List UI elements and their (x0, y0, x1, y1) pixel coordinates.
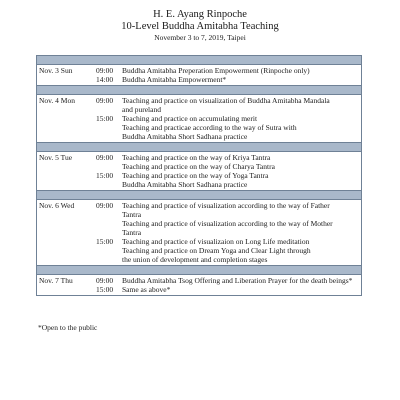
event-dates: November 3 to 7, 2019, Taipei (154, 33, 246, 42)
teaching-title: 10-Level Buddha Amitabha Teaching (121, 21, 279, 32)
session-time: 09:00 (96, 66, 114, 75)
day-body (37, 152, 361, 190)
session-text: Tantra (122, 210, 142, 219)
session-text: Buddha Amitabha Tsog Offering and Liberation Prayer for the death beings* (122, 276, 353, 285)
session-time (96, 123, 122, 132)
session-text: Teaching and practice on visualization of Buddha Amitabha Mandala (122, 96, 330, 105)
session-time: 15:00 (96, 114, 114, 123)
day-label: Nov. 6 Wed (39, 201, 75, 210)
day-separator-band (37, 56, 361, 65)
day-body (37, 275, 361, 295)
session-time: 14:00 (96, 75, 114, 84)
session-line (96, 228, 361, 237)
session-time (96, 162, 122, 171)
day-label: Nov. 3 Sun (39, 66, 73, 75)
day-label: Nov. 4 Mon (39, 96, 75, 105)
session-line (96, 96, 361, 105)
session-text: and pureland (122, 105, 161, 114)
session-line (96, 210, 361, 219)
schedule-day (37, 85, 361, 142)
session-time: 09:00 (96, 276, 114, 285)
session-line (96, 132, 361, 141)
session-line (96, 276, 361, 285)
session-line (96, 105, 361, 114)
document-header (0, 9, 400, 43)
day-sessions (96, 152, 361, 190)
session-line (96, 219, 361, 228)
session-time: 15:00 (96, 237, 114, 246)
session-line (96, 180, 361, 189)
session-text: Teaching and practice of visualization according to the way of Mother (122, 219, 333, 228)
day-sessions (96, 95, 361, 142)
session-time: 09:00 (96, 153, 114, 162)
day-body (37, 65, 361, 85)
day-separator-band (37, 143, 361, 152)
schedule-day (37, 56, 361, 85)
session-text: Teaching and practice on the way of Charya Tantra (122, 162, 275, 171)
session-text: Buddha Amitabha Preperation Empowerment (Rinpoche only) (122, 66, 310, 75)
session-time (96, 132, 122, 141)
session-line (96, 255, 361, 264)
session-line (96, 153, 361, 162)
session-line (96, 285, 361, 294)
session-text: Teaching and practice on accumulating merit (122, 114, 258, 123)
session-line (96, 114, 361, 123)
session-time (96, 210, 122, 219)
session-line (96, 246, 361, 255)
session-time (96, 219, 122, 228)
session-text: Same as above* (122, 285, 171, 294)
session-time: 15:00 (96, 285, 114, 294)
session-line (96, 162, 361, 171)
day-sessions (96, 200, 361, 265)
session-text: Buddha Amitabha Empowerment* (122, 75, 227, 84)
session-text: Teaching and practice on the way of Kriya Tantra (122, 153, 271, 162)
session-text: Tantra (122, 228, 142, 237)
day-sessions (96, 65, 361, 85)
session-line (96, 171, 361, 180)
session-line (96, 201, 361, 210)
day-body (37, 200, 361, 265)
session-text: Teaching and practice on Dream Yoga and Clear Light through (122, 246, 311, 255)
day-separator-band (37, 266, 361, 275)
session-time: 15:00 (96, 171, 114, 180)
session-text: Teaching and practice of visualizaion on Long Life meditation (122, 237, 310, 246)
footnote: *Open to the public (38, 323, 98, 332)
day-sessions (96, 275, 361, 295)
session-text: Teaching and practice on the way of Yoga Tantra (122, 171, 269, 180)
schedule-day (37, 265, 361, 295)
teacher-name: H. E. Ayang Rinpoche (153, 9, 247, 20)
day-label: Nov. 7 Thu (39, 276, 73, 285)
session-line (96, 123, 361, 132)
session-time (96, 255, 122, 264)
schedule-day (37, 142, 361, 190)
session-time: 09:00 (96, 201, 114, 210)
day-separator-band (37, 86, 361, 95)
day-body (37, 95, 361, 142)
schedule-table (36, 55, 362, 296)
session-time (96, 228, 122, 237)
session-text: Teaching and practicae according to the way of Sutra with (122, 123, 297, 132)
session-text: Teaching and practice of visualization according to the way of Father (122, 201, 330, 210)
day-label: Nov. 5 Tue (39, 153, 73, 162)
session-text: Buddha Amitabha Short Sadhana practice (122, 180, 248, 189)
day-separator-band (37, 191, 361, 200)
session-text: Buddha Amitabha Short Sadhana practice (122, 132, 248, 141)
session-time (96, 246, 122, 255)
session-time (96, 180, 122, 189)
session-line (96, 237, 361, 246)
session-time (96, 105, 122, 114)
session-time: 09:00 (96, 96, 114, 105)
session-line (96, 75, 361, 84)
session-text: the union of development and completion stages (122, 255, 268, 264)
session-line (96, 66, 361, 75)
schedule-day (37, 190, 361, 265)
